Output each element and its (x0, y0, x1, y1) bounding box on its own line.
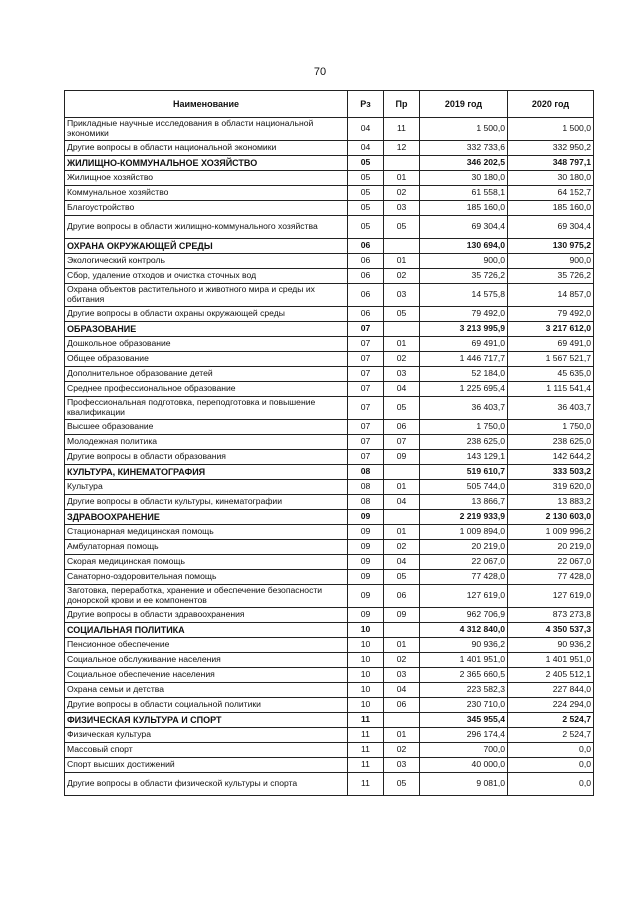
cell-2020: 127 619,0 (508, 585, 594, 608)
cell-rz: 07 (348, 367, 384, 382)
cell-name: ЖИЛИЩНО-КОММУНАЛЬНОЕ ХОЗЯЙСТВО (65, 156, 348, 171)
header-rz: Рз (348, 91, 384, 118)
cell-pr: 01 (384, 337, 420, 352)
cell-rz: 09 (348, 510, 384, 525)
cell-pr: 01 (384, 254, 420, 269)
cell-name: Общее образование (65, 352, 348, 367)
cell-2020: 238 625,0 (508, 435, 594, 450)
cell-rz: 10 (348, 638, 384, 653)
cell-2019: 9 081,0 (420, 773, 508, 796)
cell-rz: 10 (348, 683, 384, 698)
cell-pr: 02 (384, 352, 420, 367)
page-number: 70 (313, 66, 327, 78)
table-row (65, 201, 594, 216)
table-row (65, 668, 594, 683)
cell-pr: 09 (384, 608, 420, 623)
cell-2020: 1 750,0 (508, 420, 594, 435)
section-row (65, 322, 594, 337)
cell-2020: 0,0 (508, 743, 594, 758)
table-row (65, 638, 594, 653)
cell-rz: 09 (348, 608, 384, 623)
cell-rz: 11 (348, 773, 384, 796)
cell-pr: 06 (384, 420, 420, 435)
cell-name: Другие вопросы в области культуры, кинематографии (65, 495, 348, 510)
cell-2020: 90 936,2 (508, 638, 594, 653)
cell-2019: 1 446 717,7 (420, 352, 508, 367)
cell-2020: 333 503,2 (508, 465, 594, 480)
cell-pr: 03 (384, 668, 420, 683)
section-row (65, 156, 594, 171)
cell-rz: 09 (348, 555, 384, 570)
table-row (65, 698, 594, 713)
cell-pr: 02 (384, 540, 420, 555)
cell-name: Прикладные научные исследования в области национальной экономики (65, 118, 348, 141)
cell-rz: 06 (348, 307, 384, 322)
cell-pr (384, 156, 420, 171)
cell-pr: 02 (384, 269, 420, 284)
cell-2020: 319 620,0 (508, 480, 594, 495)
table-row (65, 254, 594, 269)
table-row (65, 495, 594, 510)
cell-2019: 346 202,5 (420, 156, 508, 171)
cell-name: Сбор, удаление отходов и очистка сточных вод (65, 269, 348, 284)
cell-pr: 04 (384, 382, 420, 397)
cell-rz: 05 (348, 156, 384, 171)
cell-2019: 238 625,0 (420, 435, 508, 450)
cell-name: Охрана семьи и детства (65, 683, 348, 698)
cell-2019: 69 304,4 (420, 216, 508, 239)
cell-2019: 13 866,7 (420, 495, 508, 510)
cell-2019: 1 750,0 (420, 420, 508, 435)
cell-rz: 07 (348, 420, 384, 435)
cell-name: Другие вопросы в области социальной политики (65, 698, 348, 713)
cell-pr: 05 (384, 397, 420, 420)
cell-rz: 10 (348, 698, 384, 713)
cell-2020: 332 950,2 (508, 141, 594, 156)
section-row (65, 465, 594, 480)
cell-2020: 2 405 512,1 (508, 668, 594, 683)
cell-2020: 130 975,2 (508, 239, 594, 254)
cell-name: Охрана объектов растительного и животного мира и среды их обитания (65, 284, 348, 307)
cell-pr: 01 (384, 171, 420, 186)
table-row (65, 284, 594, 307)
cell-pr: 04 (384, 555, 420, 570)
table-header-row (65, 91, 594, 118)
cell-2019: 230 710,0 (420, 698, 508, 713)
cell-pr (384, 322, 420, 337)
cell-name: Другие вопросы в области жилищно-коммунального хозяйства (65, 216, 348, 239)
cell-pr: 01 (384, 480, 420, 495)
cell-rz: 11 (348, 713, 384, 728)
cell-pr: 06 (384, 698, 420, 713)
cell-rz: 06 (348, 284, 384, 307)
cell-2020: 0,0 (508, 758, 594, 773)
cell-pr: 01 (384, 728, 420, 743)
table-row (65, 141, 594, 156)
cell-2020: 900,0 (508, 254, 594, 269)
cell-pr (384, 239, 420, 254)
cell-pr: 09 (384, 450, 420, 465)
table-row (65, 186, 594, 201)
cell-name: Коммунальное хозяйство (65, 186, 348, 201)
cell-2019: 35 726,2 (420, 269, 508, 284)
cell-rz: 07 (348, 450, 384, 465)
section-row (65, 713, 594, 728)
cell-2019: 36 403,7 (420, 397, 508, 420)
cell-rz: 04 (348, 118, 384, 141)
cell-2019: 519 610,7 (420, 465, 508, 480)
cell-2019: 69 491,0 (420, 337, 508, 352)
cell-rz: 10 (348, 653, 384, 668)
cell-pr: 03 (384, 758, 420, 773)
cell-2020: 14 857,0 (508, 284, 594, 307)
cell-name: Заготовка, переработка, хранение и обеспечение безопасности донорской крови и ее компонентов (65, 585, 348, 608)
cell-pr: 01 (384, 525, 420, 540)
cell-name: Благоустройство (65, 201, 348, 216)
cell-rz: 07 (348, 337, 384, 352)
cell-pr (384, 713, 420, 728)
header-2019: 2019 год (420, 91, 508, 118)
cell-2019: 20 219,0 (420, 540, 508, 555)
cell-pr: 05 (384, 570, 420, 585)
cell-2020: 2 130 603,0 (508, 510, 594, 525)
header-pr: Пр (384, 91, 420, 118)
cell-rz: 05 (348, 201, 384, 216)
cell-rz: 06 (348, 269, 384, 284)
cell-2020: 69 491,0 (508, 337, 594, 352)
cell-2019: 2 365 660,5 (420, 668, 508, 683)
cell-name: КУЛЬТУРА, КИНЕМАТОГРАФИЯ (65, 465, 348, 480)
cell-rz: 06 (348, 254, 384, 269)
cell-2020: 30 180,0 (508, 171, 594, 186)
cell-pr: 12 (384, 141, 420, 156)
cell-name: Среднее профессиональное образование (65, 382, 348, 397)
cell-2020: 227 844,0 (508, 683, 594, 698)
cell-2020: 3 217 612,0 (508, 322, 594, 337)
cell-rz: 09 (348, 525, 384, 540)
cell-rz: 06 (348, 239, 384, 254)
cell-pr (384, 510, 420, 525)
cell-pr: 03 (384, 284, 420, 307)
table-row (65, 555, 594, 570)
cell-rz: 08 (348, 465, 384, 480)
cell-2019: 77 428,0 (420, 570, 508, 585)
table-row (65, 382, 594, 397)
cell-2019: 3 213 995,9 (420, 322, 508, 337)
table-row (65, 480, 594, 495)
cell-2020: 348 797,1 (508, 156, 594, 171)
cell-pr: 02 (384, 186, 420, 201)
cell-rz: 11 (348, 758, 384, 773)
cell-pr: 02 (384, 653, 420, 668)
cell-pr: 02 (384, 743, 420, 758)
table-row (65, 608, 594, 623)
cell-2020: 64 152,7 (508, 186, 594, 201)
cell-2019: 130 694,0 (420, 239, 508, 254)
section-row (65, 623, 594, 638)
cell-name: ОБРАЗОВАНИЕ (65, 322, 348, 337)
cell-rz: 07 (348, 382, 384, 397)
table-row (65, 216, 594, 239)
cell-2020: 1 115 541,4 (508, 382, 594, 397)
table-row (65, 420, 594, 435)
cell-2019: 79 492,0 (420, 307, 508, 322)
cell-name: ОХРАНА ОКРУЖАЮЩЕЙ СРЕДЫ (65, 239, 348, 254)
cell-2020: 1 401 951,0 (508, 653, 594, 668)
cell-2020: 22 067,0 (508, 555, 594, 570)
cell-pr: 07 (384, 435, 420, 450)
cell-rz: 11 (348, 728, 384, 743)
cell-name: Профессиональная подготовка, переподготовка и повышение квалификации (65, 397, 348, 420)
cell-2019: 4 312 840,0 (420, 623, 508, 638)
cell-name: Амбулаторная помощь (65, 540, 348, 555)
cell-2019: 185 160,0 (420, 201, 508, 216)
cell-2019: 143 129,1 (420, 450, 508, 465)
cell-2020: 45 635,0 (508, 367, 594, 382)
cell-2020: 873 273,8 (508, 608, 594, 623)
table-row (65, 171, 594, 186)
table-row (65, 585, 594, 608)
cell-2020: 2 524,7 (508, 728, 594, 743)
cell-2019: 900,0 (420, 254, 508, 269)
cell-2019: 700,0 (420, 743, 508, 758)
cell-rz: 07 (348, 435, 384, 450)
cell-pr: 11 (384, 118, 420, 141)
cell-2020: 1 567 521,7 (508, 352, 594, 367)
cell-2020: 224 294,0 (508, 698, 594, 713)
cell-name: Социальное обслуживание населения (65, 653, 348, 668)
table-row (65, 307, 594, 322)
cell-rz: 10 (348, 668, 384, 683)
cell-pr: 04 (384, 683, 420, 698)
cell-2019: 22 067,0 (420, 555, 508, 570)
cell-2019: 296 174,4 (420, 728, 508, 743)
table-row (65, 337, 594, 352)
cell-name: Пенсионное обеспечение (65, 638, 348, 653)
table-row (65, 758, 594, 773)
cell-2020: 142 644,2 (508, 450, 594, 465)
cell-2019: 1 225 695,4 (420, 382, 508, 397)
table-row (65, 435, 594, 450)
cell-2019: 1 009 894,0 (420, 525, 508, 540)
cell-2019: 332 733,6 (420, 141, 508, 156)
cell-name: Другие вопросы в области здравоохранения (65, 608, 348, 623)
cell-name: Жилищное хозяйство (65, 171, 348, 186)
cell-name: Другие вопросы в области охраны окружающей среды (65, 307, 348, 322)
cell-name: ФИЗИЧЕСКАЯ КУЛЬТУРА И СПОРТ (65, 713, 348, 728)
cell-2019: 30 180,0 (420, 171, 508, 186)
budget-table (64, 90, 594, 796)
cell-pr: 01 (384, 638, 420, 653)
cell-2020: 36 403,7 (508, 397, 594, 420)
cell-pr: 06 (384, 585, 420, 608)
cell-name: Дошкольное образование (65, 337, 348, 352)
table-row (65, 450, 594, 465)
cell-pr: 05 (384, 307, 420, 322)
cell-name: Высшее образование (65, 420, 348, 435)
table-row (65, 525, 594, 540)
cell-rz: 10 (348, 623, 384, 638)
cell-rz: 04 (348, 141, 384, 156)
table-row (65, 540, 594, 555)
cell-2020: 77 428,0 (508, 570, 594, 585)
table-row (65, 269, 594, 284)
table-row (65, 683, 594, 698)
header-2020: 2020 год (508, 91, 594, 118)
cell-2019: 1 500,0 (420, 118, 508, 141)
cell-2019: 1 401 951,0 (420, 653, 508, 668)
cell-rz: 08 (348, 495, 384, 510)
cell-pr: 04 (384, 495, 420, 510)
cell-2019: 127 619,0 (420, 585, 508, 608)
table-body (65, 118, 594, 796)
cell-2020: 13 883,2 (508, 495, 594, 510)
cell-name: ЗДРАВООХРАНЕНИЕ (65, 510, 348, 525)
table-row (65, 773, 594, 796)
cell-pr (384, 465, 420, 480)
cell-rz: 05 (348, 216, 384, 239)
cell-rz: 08 (348, 480, 384, 495)
cell-2019: 40 000,0 (420, 758, 508, 773)
cell-name: Другие вопросы в области физической культуры и спорта (65, 773, 348, 796)
cell-rz: 09 (348, 540, 384, 555)
cell-pr (384, 623, 420, 638)
cell-rz: 05 (348, 171, 384, 186)
cell-rz: 05 (348, 186, 384, 201)
cell-name: Другие вопросы в области национальной экономики (65, 141, 348, 156)
cell-2019: 14 575,8 (420, 284, 508, 307)
cell-2019: 505 744,0 (420, 480, 508, 495)
cell-rz: 09 (348, 570, 384, 585)
table-row (65, 728, 594, 743)
table-row (65, 570, 594, 585)
cell-2020: 1 500,0 (508, 118, 594, 141)
cell-name: Стационарная медицинская помощь (65, 525, 348, 540)
table-row (65, 653, 594, 668)
table-row (65, 118, 594, 141)
cell-name: Культура (65, 480, 348, 495)
cell-2019: 223 582,3 (420, 683, 508, 698)
cell-name: Молодежная политика (65, 435, 348, 450)
table-row (65, 743, 594, 758)
cell-2019: 345 955,4 (420, 713, 508, 728)
table-row (65, 397, 594, 420)
cell-rz: 07 (348, 352, 384, 367)
section-row (65, 239, 594, 254)
table-row (65, 367, 594, 382)
cell-2019: 61 558,1 (420, 186, 508, 201)
cell-2020: 20 219,0 (508, 540, 594, 555)
cell-name: СОЦИАЛЬНАЯ ПОЛИТИКА (65, 623, 348, 638)
section-row (65, 510, 594, 525)
cell-rz: 07 (348, 322, 384, 337)
cell-2020: 4 350 537,3 (508, 623, 594, 638)
cell-2019: 2 219 933,9 (420, 510, 508, 525)
cell-name: Дополнительное образование детей (65, 367, 348, 382)
cell-name: Другие вопросы в области образования (65, 450, 348, 465)
cell-name: Санаторно-оздоровительная помощь (65, 570, 348, 585)
cell-pr: 03 (384, 201, 420, 216)
cell-2020: 1 009 996,2 (508, 525, 594, 540)
cell-name: Физическая культура (65, 728, 348, 743)
cell-2020: 69 304,4 (508, 216, 594, 239)
cell-name: Скорая медицинская помощь (65, 555, 348, 570)
cell-2019: 90 936,2 (420, 638, 508, 653)
cell-name: Массовый спорт (65, 743, 348, 758)
cell-2020: 185 160,0 (508, 201, 594, 216)
cell-2020: 35 726,2 (508, 269, 594, 284)
cell-2019: 52 184,0 (420, 367, 508, 382)
cell-2019: 962 706,9 (420, 608, 508, 623)
cell-pr: 03 (384, 367, 420, 382)
cell-rz: 11 (348, 743, 384, 758)
cell-2020: 79 492,0 (508, 307, 594, 322)
cell-2020: 0,0 (508, 773, 594, 796)
header-name: Наименование (65, 91, 348, 118)
cell-name: Социальное обеспечение населения (65, 668, 348, 683)
cell-pr: 05 (384, 773, 420, 796)
cell-pr: 05 (384, 216, 420, 239)
cell-2020: 2 524,7 (508, 713, 594, 728)
table-row (65, 352, 594, 367)
cell-name: Экологический контроль (65, 254, 348, 269)
cell-rz: 09 (348, 585, 384, 608)
cell-name: Спорт высших достижений (65, 758, 348, 773)
cell-rz: 07 (348, 397, 384, 420)
